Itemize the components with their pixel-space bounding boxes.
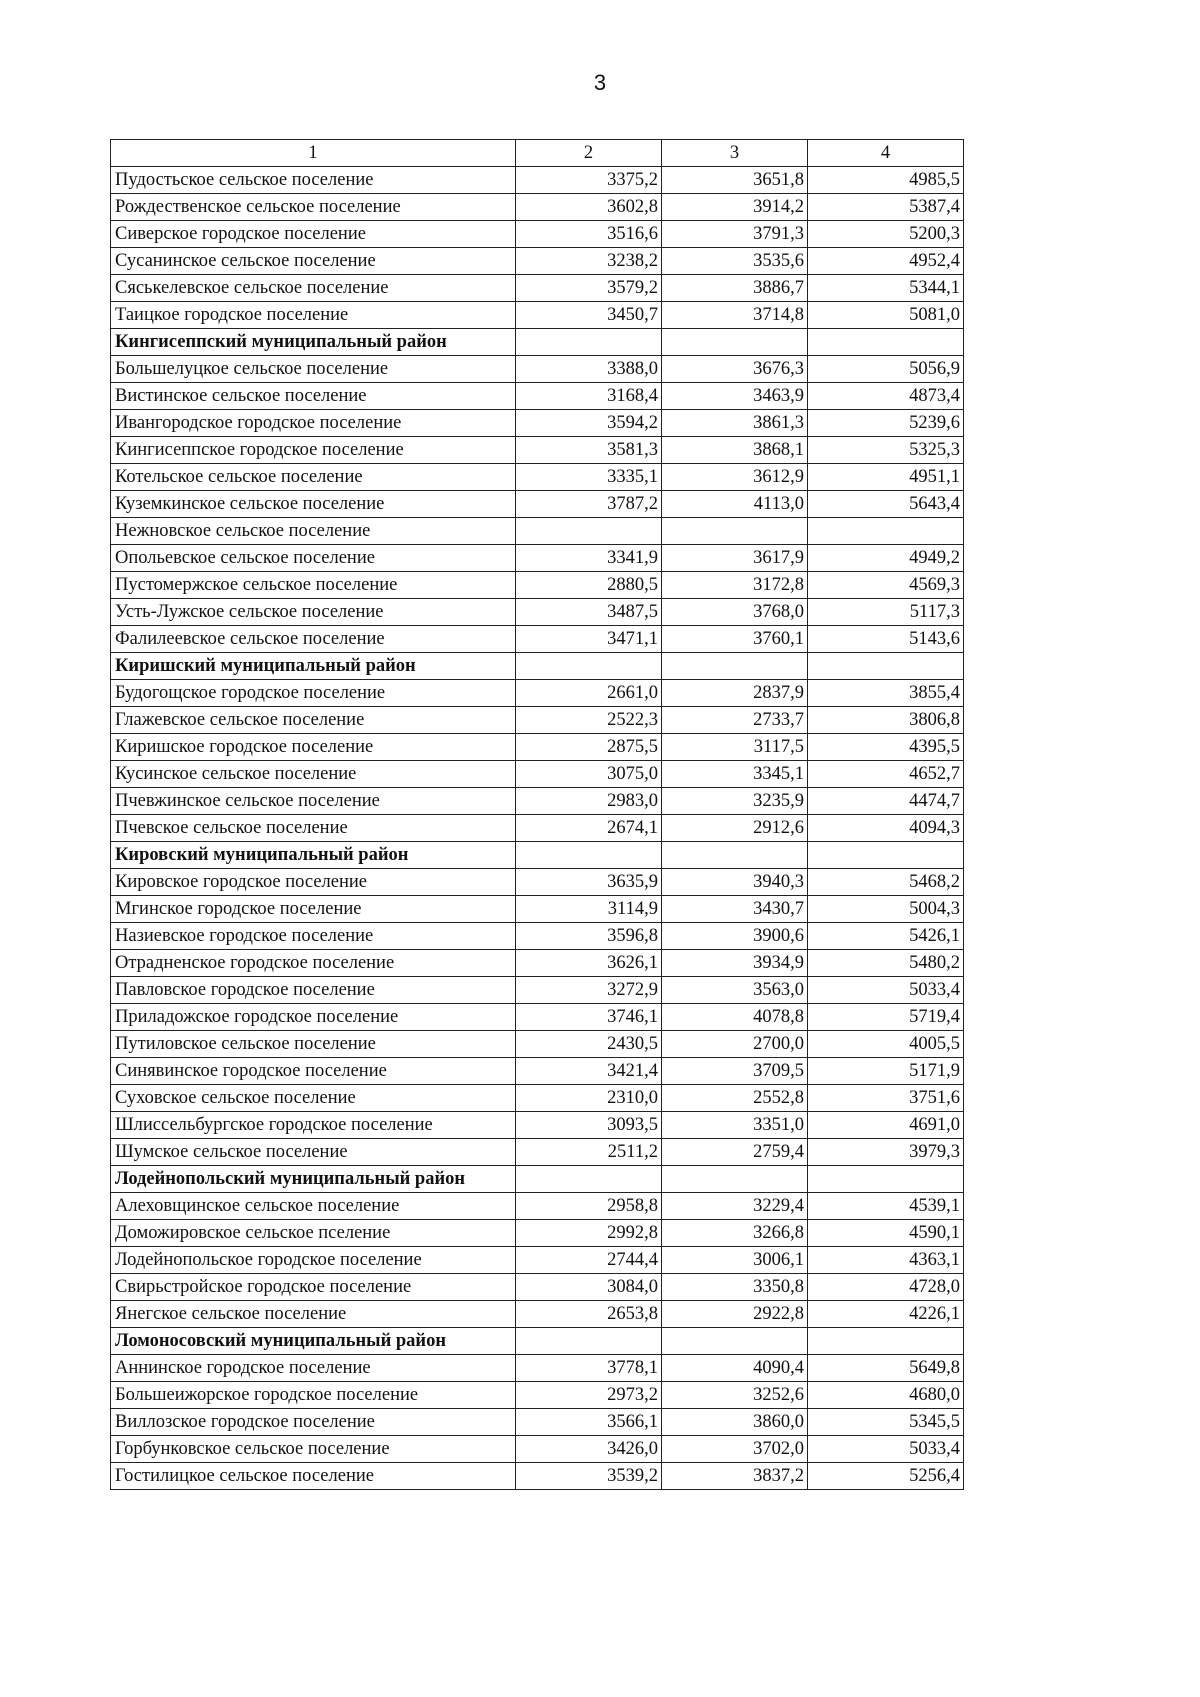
table-row: [111, 868, 964, 895]
value-col-3-cell: 3676,3: [662, 355, 808, 382]
settlement-name-cell: Сяськелевское сельское поселение: [111, 274, 516, 301]
value-col-2-cell: 3596,8: [516, 922, 662, 949]
table-row: [111, 355, 964, 382]
settlement-name-cell: Аннинское городское поселение: [111, 1354, 516, 1381]
column-header-1: 1: [111, 140, 516, 167]
table-row: [111, 760, 964, 787]
value-col-4-cell: 3751,6: [808, 1084, 964, 1111]
value-col-3-cell: 3861,3: [662, 409, 808, 436]
value-col-4-cell: 4395,5: [808, 733, 964, 760]
page-number: 3: [593, 70, 607, 95]
settlement-name-cell: Пудостьское сельское поселение: [111, 166, 516, 193]
value-col-2-cell: 2983,0: [516, 787, 662, 814]
settlement-name-cell: Янегское сельское поселение: [111, 1300, 516, 1327]
value-col-4-cell: 5200,3: [808, 220, 964, 247]
value-col-2-cell: 2430,5: [516, 1030, 662, 1057]
column-header-2: 2: [516, 140, 662, 167]
settlement-name-cell: Сиверское городское поселение: [111, 220, 516, 247]
value-col-2-cell: 2973,2: [516, 1381, 662, 1408]
settlement-name-cell: Опольевское сельское поселение: [111, 544, 516, 571]
table-row: [111, 166, 964, 193]
settlement-name-cell: Глажевское сельское поселение: [111, 706, 516, 733]
data-table: [110, 139, 964, 1490]
settlement-name-cell: Павловское городское поселение: [111, 976, 516, 1003]
value-col-2-cell: 3335,1: [516, 463, 662, 490]
value-col-2-cell: 3426,0: [516, 1435, 662, 1462]
value-col-3-cell: [662, 841, 808, 868]
value-col-3-cell: 3563,0: [662, 976, 808, 1003]
table-row: [111, 922, 964, 949]
settlement-name-cell: Вистинское сельское поселение: [111, 382, 516, 409]
value-col-3-cell: 3714,8: [662, 301, 808, 328]
value-col-2-cell: 2674,1: [516, 814, 662, 841]
value-col-4-cell: 4680,0: [808, 1381, 964, 1408]
value-col-4-cell: 4952,4: [808, 247, 964, 274]
value-col-4-cell: 4949,2: [808, 544, 964, 571]
value-col-4-cell: 5325,3: [808, 436, 964, 463]
value-col-4-cell: 4226,1: [808, 1300, 964, 1327]
table-row: [111, 598, 964, 625]
settlement-name-cell: Киришское городское поселение: [111, 733, 516, 760]
table-row: [111, 814, 964, 841]
value-col-3-cell: 3266,8: [662, 1219, 808, 1246]
value-col-3-cell: 3117,5: [662, 733, 808, 760]
value-col-2-cell: 3787,2: [516, 490, 662, 517]
value-col-4-cell: 4873,4: [808, 382, 964, 409]
value-col-2-cell: [516, 652, 662, 679]
value-col-2-cell: 3635,9: [516, 868, 662, 895]
value-col-4-cell: 5643,4: [808, 490, 964, 517]
value-col-4-cell: 4951,1: [808, 463, 964, 490]
value-col-4-cell: 5056,9: [808, 355, 964, 382]
value-col-2-cell: 3516,6: [516, 220, 662, 247]
value-col-2-cell: 2744,4: [516, 1246, 662, 1273]
value-col-3-cell: 4113,0: [662, 490, 808, 517]
table-row: [111, 247, 964, 274]
value-col-3-cell: 3914,2: [662, 193, 808, 220]
value-col-3-cell: 3229,4: [662, 1192, 808, 1219]
value-col-4-cell: 4363,1: [808, 1246, 964, 1273]
value-col-3-cell: 3900,6: [662, 922, 808, 949]
value-col-4-cell: 5033,4: [808, 976, 964, 1003]
value-col-4-cell: 5480,2: [808, 949, 964, 976]
table-row: [111, 1057, 964, 1084]
value-col-4-cell: 5344,1: [808, 274, 964, 301]
settlement-name-cell: Таицкое городское поселение: [111, 301, 516, 328]
value-col-4-cell: 3855,4: [808, 679, 964, 706]
settlement-name-cell: Будогощское городское поселение: [111, 679, 516, 706]
settlement-name-cell: Шлиссельбургское городское поселение: [111, 1111, 516, 1138]
table-row: [111, 733, 964, 760]
value-col-4-cell: 4590,1: [808, 1219, 964, 1246]
value-col-2-cell: 2958,8: [516, 1192, 662, 1219]
value-col-2-cell: 2511,2: [516, 1138, 662, 1165]
value-col-3-cell: 3868,1: [662, 436, 808, 463]
value-col-3-cell: [662, 328, 808, 355]
table-row: [111, 1246, 964, 1273]
value-col-3-cell: 2922,8: [662, 1300, 808, 1327]
value-col-3-cell: 3709,5: [662, 1057, 808, 1084]
value-col-3-cell: 3463,9: [662, 382, 808, 409]
settlement-name-cell: Назиевское городское поселение: [111, 922, 516, 949]
section-row: [111, 328, 964, 355]
value-col-2-cell: 3778,1: [516, 1354, 662, 1381]
table-row: [111, 1192, 964, 1219]
table-row: [111, 1300, 964, 1327]
value-col-4-cell: [808, 1327, 964, 1354]
table-row: [111, 193, 964, 220]
table-header: [111, 140, 964, 167]
value-col-2-cell: 3238,2: [516, 247, 662, 274]
settlement-name-cell: Куземкинское сельское поселение: [111, 490, 516, 517]
value-col-4-cell: 5239,6: [808, 409, 964, 436]
value-col-3-cell: 3760,1: [662, 625, 808, 652]
settlement-name-cell: Большелуцкое сельское поселение: [111, 355, 516, 382]
settlement-name-cell: Рождественское сельское поселение: [111, 193, 516, 220]
table-row: [111, 1462, 964, 1489]
section-row: [111, 841, 964, 868]
settlement-name-cell: Путиловское сельское поселение: [111, 1030, 516, 1057]
value-col-3-cell: [662, 1165, 808, 1192]
value-col-2-cell: 3626,1: [516, 949, 662, 976]
value-col-3-cell: 3702,0: [662, 1435, 808, 1462]
value-col-3-cell: 2552,8: [662, 1084, 808, 1111]
value-col-4-cell: [808, 328, 964, 355]
value-col-4-cell: 4474,7: [808, 787, 964, 814]
value-col-3-cell: 2700,0: [662, 1030, 808, 1057]
value-col-3-cell: 3837,2: [662, 1462, 808, 1489]
table-row: [111, 1030, 964, 1057]
settlement-name-cell: Алеховщинское сельское поселение: [111, 1192, 516, 1219]
settlement-name-cell: Гостилицкое сельское поселение: [111, 1462, 516, 1489]
settlement-name-cell: Виллозское городское поселение: [111, 1408, 516, 1435]
table-row: [111, 1111, 964, 1138]
value-col-4-cell: [808, 1165, 964, 1192]
value-col-2-cell: 3471,1: [516, 625, 662, 652]
value-col-2-cell: 2992,8: [516, 1219, 662, 1246]
table-row: [111, 949, 964, 976]
value-col-4-cell: 4728,0: [808, 1273, 964, 1300]
value-col-4-cell: 5387,4: [808, 193, 964, 220]
value-col-2-cell: 3084,0: [516, 1273, 662, 1300]
table-row: [111, 625, 964, 652]
value-col-2-cell: [516, 841, 662, 868]
value-col-2-cell: 2310,0: [516, 1084, 662, 1111]
settlement-name-cell: Горбунковское сельское поселение: [111, 1435, 516, 1462]
table-row: [111, 1408, 964, 1435]
value-col-2-cell: 3539,2: [516, 1462, 662, 1489]
settlement-name-cell: Пустомержское сельское поселение: [111, 571, 516, 598]
table-row: [111, 463, 964, 490]
value-col-4-cell: 5143,6: [808, 625, 964, 652]
district-name-cell: Кингисеппский муниципальный район: [111, 328, 516, 355]
column-header-4: 4: [808, 140, 964, 167]
settlement-name-cell: Пчевжинское сельское поселение: [111, 787, 516, 814]
column-header-3: 3: [662, 140, 808, 167]
value-col-3-cell: 3351,0: [662, 1111, 808, 1138]
value-col-4-cell: 5345,5: [808, 1408, 964, 1435]
table-row: [111, 1435, 964, 1462]
district-name-cell: Кировский муниципальный район: [111, 841, 516, 868]
table-row: [111, 895, 964, 922]
value-col-3-cell: 3617,9: [662, 544, 808, 571]
value-col-3-cell: [662, 1327, 808, 1354]
value-col-3-cell: 3791,3: [662, 220, 808, 247]
table-row: [111, 1273, 964, 1300]
settlement-name-cell: Кировское городское поселение: [111, 868, 516, 895]
settlement-name-cell: Усть-Лужское сельское поселение: [111, 598, 516, 625]
value-col-4-cell: [808, 517, 964, 544]
value-col-4-cell: 5081,0: [808, 301, 964, 328]
settlement-name-cell: Суховское сельское поселение: [111, 1084, 516, 1111]
table-row: [111, 220, 964, 247]
value-col-3-cell: 3612,9: [662, 463, 808, 490]
settlement-name-cell: Отрадненское городское поселение: [111, 949, 516, 976]
value-col-3-cell: 2912,6: [662, 814, 808, 841]
table-row: [111, 679, 964, 706]
value-col-2-cell: 3566,1: [516, 1408, 662, 1435]
value-col-4-cell: 4691,0: [808, 1111, 964, 1138]
value-col-3-cell: 3768,0: [662, 598, 808, 625]
table-row: [111, 787, 964, 814]
value-col-2-cell: 2880,5: [516, 571, 662, 598]
section-row: [111, 1165, 964, 1192]
value-col-4-cell: 3979,3: [808, 1138, 964, 1165]
header-row: [111, 140, 964, 167]
settlement-name-cell: Свирьстройское городское поселение: [111, 1273, 516, 1300]
table-row: [111, 490, 964, 517]
value-col-4-cell: 4539,1: [808, 1192, 964, 1219]
settlement-name-cell: Котельское сельское поселение: [111, 463, 516, 490]
value-col-3-cell: 3350,8: [662, 1273, 808, 1300]
value-col-3-cell: 3651,8: [662, 166, 808, 193]
value-col-4-cell: 4652,7: [808, 760, 964, 787]
value-col-3-cell: 4078,8: [662, 1003, 808, 1030]
value-col-2-cell: 3114,9: [516, 895, 662, 922]
value-col-4-cell: 4094,3: [808, 814, 964, 841]
district-name-cell: Ломоносовский муниципальный район: [111, 1327, 516, 1354]
settlement-name-cell: Большеижорское городское поселение: [111, 1381, 516, 1408]
value-col-2-cell: 3581,3: [516, 436, 662, 463]
value-col-4-cell: 5004,3: [808, 895, 964, 922]
value-col-3-cell: 3235,9: [662, 787, 808, 814]
value-col-2-cell: 3421,4: [516, 1057, 662, 1084]
value-col-2-cell: 3272,9: [516, 976, 662, 1003]
table-row: [111, 1354, 964, 1381]
value-col-2-cell: 3602,8: [516, 193, 662, 220]
table-row: [111, 409, 964, 436]
value-col-3-cell: 3006,1: [662, 1246, 808, 1273]
value-col-3-cell: 2837,9: [662, 679, 808, 706]
table-row: [111, 517, 964, 544]
value-col-2-cell: 3375,2: [516, 166, 662, 193]
value-col-4-cell: 5033,4: [808, 1435, 964, 1462]
value-col-2-cell: 2522,3: [516, 706, 662, 733]
value-col-2-cell: 3487,5: [516, 598, 662, 625]
value-col-4-cell: 5468,2: [808, 868, 964, 895]
district-name-cell: Киришский муниципальный район: [111, 652, 516, 679]
value-col-2-cell: 3746,1: [516, 1003, 662, 1030]
value-col-2-cell: 3168,4: [516, 382, 662, 409]
table-row: [111, 544, 964, 571]
settlement-name-cell: Лодейнопольское городское поселение: [111, 1246, 516, 1273]
table-row: [111, 301, 964, 328]
section-row: [111, 652, 964, 679]
district-name-cell: Лодейнопольский муниципальный район: [111, 1165, 516, 1192]
value-col-2-cell: 3594,2: [516, 409, 662, 436]
table-row: [111, 706, 964, 733]
value-col-2-cell: 3075,0: [516, 760, 662, 787]
settlement-name-cell: Нежновское сельское поселение: [111, 517, 516, 544]
value-col-3-cell: 3860,0: [662, 1408, 808, 1435]
value-col-4-cell: 4985,5: [808, 166, 964, 193]
value-col-3-cell: [662, 652, 808, 679]
value-col-4-cell: 5426,1: [808, 922, 964, 949]
table-row: [111, 1084, 964, 1111]
value-col-2-cell: 2875,5: [516, 733, 662, 760]
value-col-3-cell: 2733,7: [662, 706, 808, 733]
section-row: [111, 1327, 964, 1354]
value-col-2-cell: [516, 1327, 662, 1354]
value-col-4-cell: 5649,8: [808, 1354, 964, 1381]
table-row: [111, 976, 964, 1003]
value-col-4-cell: [808, 652, 964, 679]
value-col-2-cell: 2661,0: [516, 679, 662, 706]
value-col-3-cell: 4090,4: [662, 1354, 808, 1381]
value-col-4-cell: 5256,4: [808, 1462, 964, 1489]
table-row: [111, 1381, 964, 1408]
value-col-3-cell: 3252,6: [662, 1381, 808, 1408]
value-col-4-cell: 5171,9: [808, 1057, 964, 1084]
settlement-name-cell: Сусанинское сельское поселение: [111, 247, 516, 274]
value-col-4-cell: 5117,3: [808, 598, 964, 625]
table-row: [111, 571, 964, 598]
value-col-3-cell: 3345,1: [662, 760, 808, 787]
value-col-3-cell: 3934,9: [662, 949, 808, 976]
settlement-name-cell: Кусинское сельское поселение: [111, 760, 516, 787]
table-row: [111, 1003, 964, 1030]
value-col-3-cell: 3940,3: [662, 868, 808, 895]
value-col-2-cell: 3579,2: [516, 274, 662, 301]
value-col-2-cell: 3093,5: [516, 1111, 662, 1138]
value-col-2-cell: [516, 517, 662, 544]
table-row: [111, 1219, 964, 1246]
table-row: [111, 436, 964, 463]
value-col-3-cell: 3430,7: [662, 895, 808, 922]
value-col-2-cell: [516, 328, 662, 355]
value-col-4-cell: 3806,8: [808, 706, 964, 733]
settlement-name-cell: Доможировское сельское пселение: [111, 1219, 516, 1246]
table-row: [111, 1138, 964, 1165]
value-col-2-cell: 2653,8: [516, 1300, 662, 1327]
table-row: [111, 274, 964, 301]
value-col-2-cell: 3341,9: [516, 544, 662, 571]
settlement-name-cell: Ивангородское городское поселение: [111, 409, 516, 436]
value-col-4-cell: 5719,4: [808, 1003, 964, 1030]
value-col-3-cell: 2759,4: [662, 1138, 808, 1165]
value-col-4-cell: [808, 841, 964, 868]
value-col-4-cell: 4569,3: [808, 571, 964, 598]
value-col-3-cell: 3886,7: [662, 274, 808, 301]
settlement-name-cell: Синявинское городское поселение: [111, 1057, 516, 1084]
settlement-name-cell: Пчевское сельское поселение: [111, 814, 516, 841]
settlement-name-cell: Кингисеппское городское поселение: [111, 436, 516, 463]
value-col-2-cell: 3450,7: [516, 301, 662, 328]
settlement-name-cell: Мгинское городское поселение: [111, 895, 516, 922]
value-col-2-cell: [516, 1165, 662, 1192]
settlement-name-cell: Фалилеевское сельское поселение: [111, 625, 516, 652]
table-row: [111, 382, 964, 409]
table-body: [111, 166, 964, 1489]
settlement-name-cell: Приладожское городское поселение: [111, 1003, 516, 1030]
value-col-3-cell: 3172,8: [662, 571, 808, 598]
value-col-4-cell: 4005,5: [808, 1030, 964, 1057]
settlement-name-cell: Шумское сельское поселение: [111, 1138, 516, 1165]
value-col-3-cell: 3535,6: [662, 247, 808, 274]
value-col-3-cell: [662, 517, 808, 544]
value-col-2-cell: 3388,0: [516, 355, 662, 382]
